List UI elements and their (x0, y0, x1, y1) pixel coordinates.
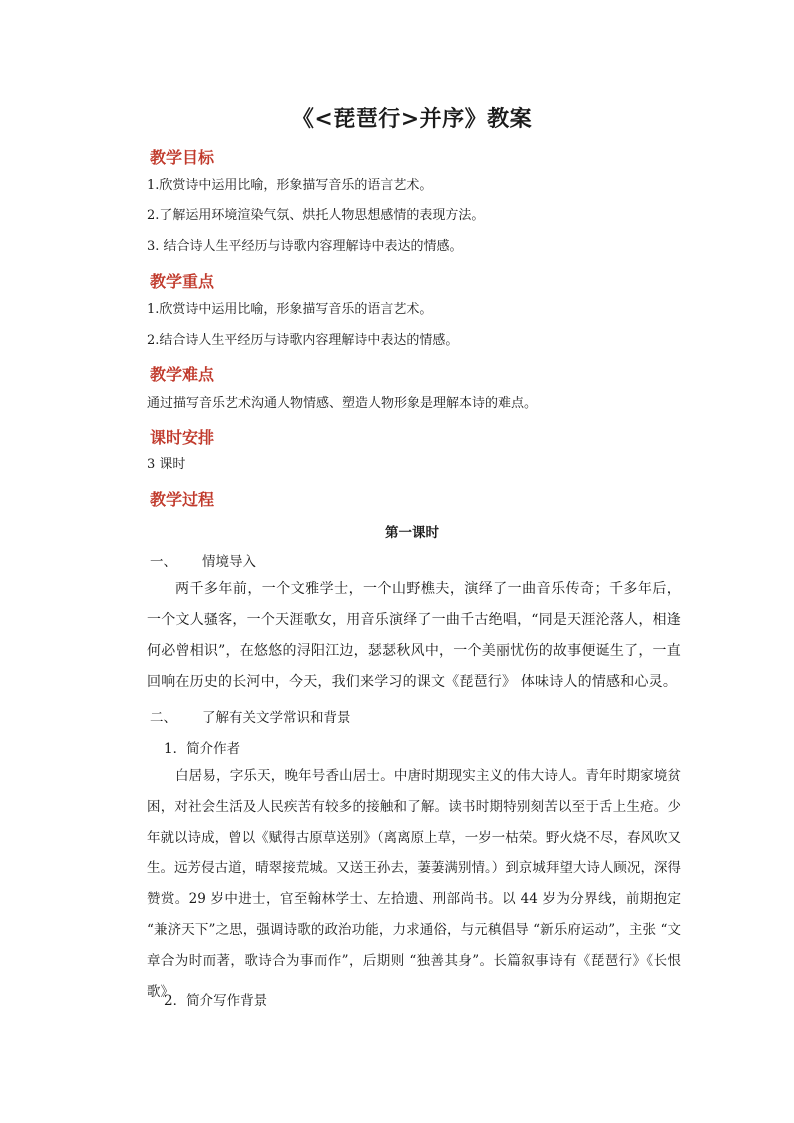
background-subheading: 2．简介写作背景 (164, 993, 268, 1009)
heading-difficulty: 教学难点 (150, 365, 215, 384)
page-title: 《<琵琶行>并序》教案 (291, 106, 533, 132)
lesson-title: 第一课时 (385, 525, 439, 541)
part1-number: 一、 (150, 554, 177, 570)
author-paragraph: 白居易，字乐天，晚年号香山居士。中唐时期现实主义的伟大诗人。青年时期家境贫困，对社会生活及人民疾苦有较多的接触和了解。读书时期特别刻苦以至于舌上生疮。少年就以诗成，曾以《赋得古原草送别》（离离原上草，一岁一枯荣。野火烧不尽，春风吹又生。远芳侵古道，晴翠接荒城。又送王孙去，萋萋满别情。）到京城拜望大诗人顾况，深得赞赏。29 岁中进士，官至翰林学士、左拾遗、刑部尚书。以 44 岁为分界线，前期抱定 “兼济天下”之思，强调诗歌的政治功能，力求通俗，与元稹倡导 “新乐府运动”，主张 “文章合为时而著，歌诗合为事而作”，后期则 “独善其身”。长篇叙事诗有《琵琶行》《长恨歌》 (147, 768, 681, 1000)
part2-number: 二、 (150, 710, 177, 726)
goal-item-1: 1.欣赏诗中运用比喻，形象描写音乐的语言艺术。 (147, 178, 433, 193)
goal-item-3: 3. 结合诗人生平经历与诗歌内容理解诗中表达的情感。 (147, 239, 463, 254)
keypoint-item-2: 2.结合诗人生平经历与诗歌内容理解诗中表达的情感。 (147, 333, 459, 348)
part2-label: 了解有关文学常识和背景 (202, 710, 351, 726)
keypoint-item-1: 1.欣赏诗中运用比喻，形象描写音乐的语言艺术。 (147, 302, 433, 317)
schedule-text: 3 课时 (147, 457, 186, 472)
heading-schedule: 课时安排 (150, 428, 215, 447)
difficulty-text: 通过描写音乐艺术沟通人物情感、塑造人物形象是理解本诗的难点。 (147, 396, 538, 411)
goal-item-2: 2.了解运用环境渲染气氛、烘托人物思想感情的表现方法。 (147, 208, 485, 223)
part1-heading (150, 550, 256, 570)
part2-heading (150, 706, 351, 726)
intro-paragraph: 两千多年前，一个文雅学士，一个山野樵夫，演绎了一曲音乐传奇；千多年后，一个文人骚客，一个天涯歌女，用音乐演绎了一曲千古绝唱，“同是天涯沦落人，相逢何必曾相识”，在悠悠的浔阳江边，瑟瑟秋风中，一个美丽忧伤的故事便诞生了，一直回响在历史的长河中，今天，我们来学习的课文《琵琶行》 体味诗人的情感和心灵。 (147, 581, 681, 690)
author-subheading: 1．简介作者 (164, 741, 241, 757)
part1-label: 情境导入 (202, 554, 256, 570)
heading-goals: 教学目标 (150, 148, 215, 167)
heading-process: 教学过程 (150, 490, 215, 509)
heading-keypoints: 教学重点 (150, 272, 215, 291)
